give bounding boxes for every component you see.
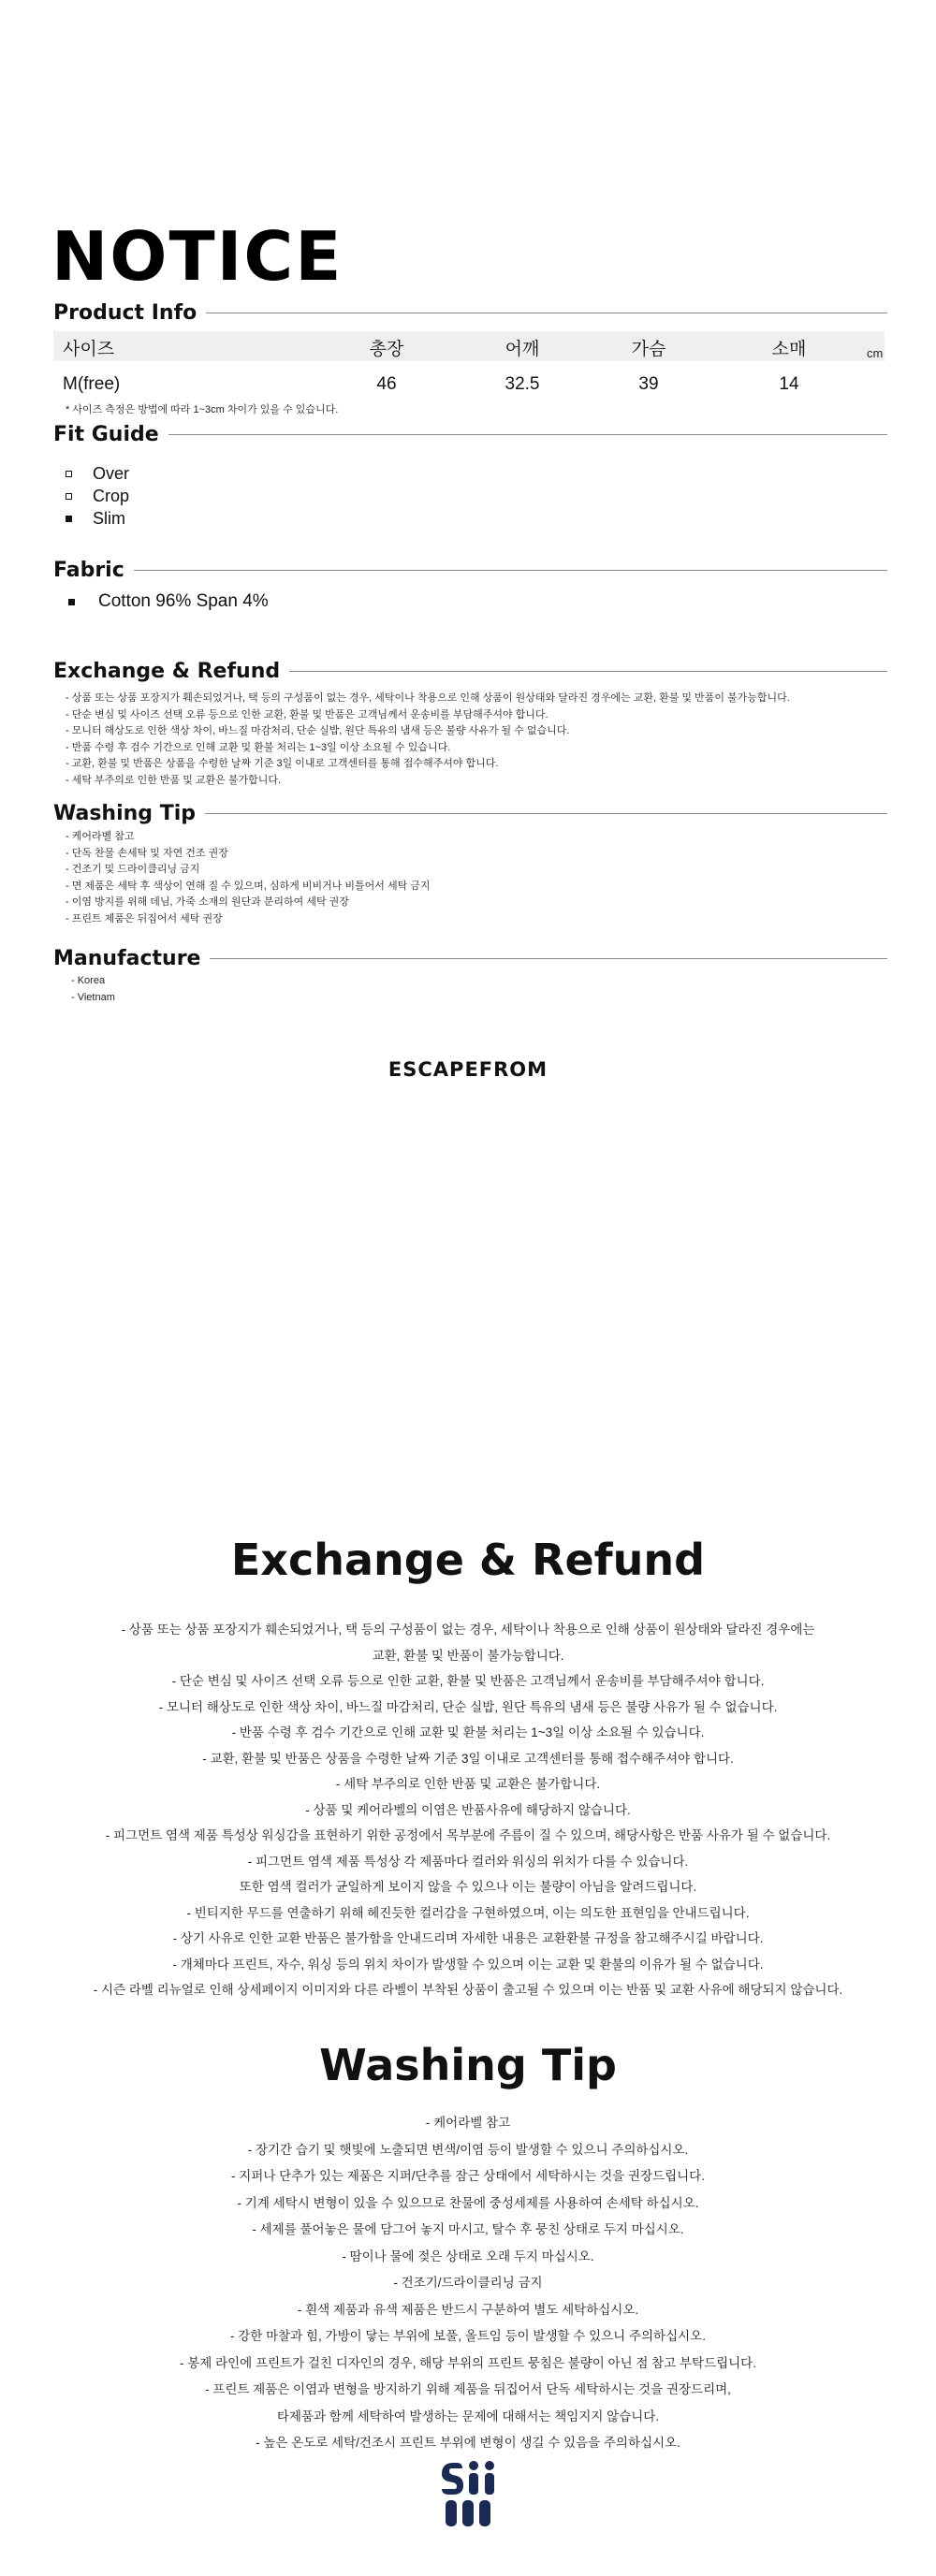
divider (205, 813, 887, 814)
list-item: - 땀이나 물에 젖은 상태로 오래 두지 마십시오. (342, 2249, 594, 2263)
fit-guide-list (66, 462, 129, 530)
list-item: 교환, 환불 및 반품이 불가능합니다. (372, 1648, 564, 1663)
list-item: - 면 제품은 세탁 후 색상이 연해 질 수 있으며, 심하게 비비거나 비틀어서 세탁 금지 (66, 880, 431, 892)
washing-tip-heading: Washing Tip (53, 802, 196, 825)
fit-guide-section (53, 423, 887, 446)
list-item: - 피그먼트 염색 제품 특성상 각 제품마다 컬러와 워싱의 위치가 다를 수 있습니다. (247, 1854, 689, 1869)
size-note: * 사이즈 측정은 방법에 따라 1~3cm 차이가 있을 수 있습니다. (66, 404, 339, 415)
size-table-header (53, 331, 885, 361)
list-item: - 교환, 환불 및 반품은 상품을 수령한 날짜 기준 3일 이내로 고객센터를 통해 접수해주셔야 합니다. (66, 758, 499, 769)
brand-name: ESCAPEFROM (388, 1058, 548, 1081)
washing-tip-title: Washing Tip (319, 2040, 617, 2090)
chest-col-header: 가슴 (631, 340, 666, 359)
exchange-refund-list (66, 691, 790, 789)
unchecked-box-icon (66, 471, 72, 477)
fit-option-slim (66, 507, 129, 530)
list-item: 또한 염색 컬러가 균일하게 보이지 않을 수 있으나 이는 불량이 아님을 알려드립니다. (239, 1880, 697, 1894)
list-item: - 단순 변심 및 사이즈 선택 오류 등으로 인한 교환, 환불 및 반품은 고객님께서 운송비를 부담해주셔야 합니다. (171, 1674, 765, 1688)
list-item: - 케어라벨 참고 (66, 831, 135, 842)
list-item: - 피그먼트 염색 제품 특성상 워싱감을 표현하기 위한 공정에서 목부분에 주름이 질 수 있으며, 해당사항은 반품 사유가 될 수 없습니다. (105, 1828, 831, 1842)
list-item: - 교환, 환불 및 반품은 상품을 수령한 날짜 기준 3일 이내로 고객센터를 통해 접수해주셔야 합니다. (202, 1751, 734, 1766)
list-item: 타제품과 함께 세탁하여 발생하는 문제에 대해서는 책임지지 않습니다. (276, 2409, 660, 2423)
list-item: - 상품 또는 상품 포장지가 훼손되었거나, 택 등의 구성품이 없는 경우, 세탁이나 착용으로 인해 상품이 원상태와 달라진 경우에는 (121, 1623, 815, 1637)
list-item: - 상기 사유로 인한 교환 반품은 불가함을 안내드리며 자세한 내용은 교환환불 규정을 참고해주시길 바랍니다. (172, 1931, 764, 1945)
exchange-refund-section (53, 660, 887, 683)
unit-label: cm (867, 346, 884, 360)
fit-option-crop (66, 485, 129, 507)
list-item: - 장기간 습기 및 햇빛에 노출되면 변색/이염 등이 발생할 수 있으니 주의하십시오. (247, 2142, 689, 2157)
manufacture-heading: Manufacture (53, 947, 201, 970)
washing-tip-detail-list (0, 2110, 936, 2457)
exchange-refund-heading: Exchange & Refund (53, 660, 281, 683)
list-item: - 기계 세탁시 변형이 있을 수 있으므로 찬물에 중성세제를 사용하여 손세탁 하십시오. (237, 2195, 699, 2210)
notice-title: NOTICE (51, 217, 344, 296)
divider (168, 434, 887, 435)
list-item: - 시즌 라벨 리뉴얼로 인해 상세페이지 이미지와 다른 라벨이 부착된 상품이 출고될 수 있으며 이는 반품 및 교환 사유에 해당되지 않습니다. (93, 1983, 843, 1997)
sleeve-col-header: 소매 (771, 340, 807, 359)
fit-option-label: Slim (93, 509, 125, 528)
list-item: - 세탁 부주의로 인한 반품 및 교환은 불가합니다. (335, 1777, 601, 1791)
fit-option-label: Over (93, 464, 130, 483)
fabric-heading: Fabric (53, 559, 124, 582)
divider (289, 671, 887, 672)
list-item: - 세탁 부주의로 인한 반품 및 교환은 불가합니다. (66, 774, 282, 786)
checked-box-icon (66, 516, 72, 522)
brand-logo-icon (438, 2459, 498, 2530)
bullet-square-icon (68, 599, 75, 605)
list-item: - 반품 수령 후 검수 기간으로 인해 교환 및 환불 처리는 1~3일 이상 소요될 수 있습니다. (66, 741, 451, 753)
list-item: - 상품 및 케어라벨의 이염은 반품사유에 해당하지 않습니다. (305, 1802, 631, 1817)
manufacture-list (71, 973, 115, 1006)
list-item: - 개체마다 프린트, 자수, 워싱 등의 위치 차이가 발생할 수 있으며 이는 교환 및 환불의 이유가 될 수 없습니다. (172, 1957, 764, 1972)
length-value: 46 (376, 374, 397, 394)
divider (210, 958, 887, 959)
list-item: - 반품 수령 후 검수 기간으로 인해 교환 및 환불 처리는 1~3일 이상 소요될 수 있습니다. (231, 1725, 705, 1739)
list-item: - 지퍼나 단추가 있는 제품은 지퍼/단추를 잠근 상태에서 세탁하시는 것을 권장드립니다. (231, 2169, 705, 2183)
list-item: - 건조기 및 드라이클리닝 금지 (66, 864, 200, 875)
list-item: - Korea (71, 975, 106, 986)
fit-option-label: Crop (93, 487, 130, 505)
list-item: - Vietnam (71, 991, 115, 1003)
chest-value: 39 (638, 374, 659, 394)
list-item: - 강한 마찰과 힘, 가방이 닿는 부위에 보풀, 올트임 등이 발생할 수 있으니 주의하십시오. (230, 2329, 706, 2343)
washing-tip-list (66, 829, 431, 927)
fabric-item (68, 591, 269, 612)
shoulder-col-header: 어깨 (505, 340, 540, 359)
size-value: M(free) (63, 374, 121, 394)
fabric-composition: Cotton 96% Span 4% (98, 591, 269, 611)
list-item: - 봉제 라인에 프린트가 걸친 디자인의 경우, 해당 부위의 프린트 뭉침은 불량이 아닌 점 참고 부탁드립니다. (180, 2355, 756, 2370)
washing-tip-section (53, 802, 887, 825)
list-item: - 상품 또는 상품 포장지가 훼손되었거나, 택 등의 구성품이 없는 경우, 세탁이나 착용으로 인해 상품이 원상태와 달라진 경우에는 교환, 환불 및 반품이 불가능합니다. (66, 692, 790, 704)
list-item: - 높은 온도로 세탁/건조시 프린트 부위에 변형이 생길 수 있음을 주의하십시오. (256, 2436, 680, 2450)
list-item: - 단순 변심 및 사이즈 선택 오류 등으로 인한 교환, 환불 및 반품은 고객님께서 운송비를 부담해주셔야 합니다. (66, 708, 548, 720)
list-item: - 빈티지한 무드를 연출하기 위해 헤진듯한 컬러감을 구현하였으며, 이는 의도한 표현임을 안내드립니다. (186, 1905, 750, 1920)
manufacture-section (53, 947, 887, 970)
list-item: - 단독 찬물 손세탁 및 자연 건조 권장 (66, 847, 228, 859)
fit-option-over (66, 462, 129, 485)
fit-guide-heading: Fit Guide (53, 423, 159, 446)
list-item: - 프린트 제품은 이염과 변형을 방지하기 위해 제품을 뒤집어서 단독 세탁하시는 것을 권장드리며, (205, 2382, 731, 2396)
exchange-refund-detail-list (0, 1617, 936, 2003)
fabric-section (53, 559, 887, 582)
list-item: - 모니터 해상도로 인한 색상 차이, 바느질 마감처리, 단순 실밥, 원단 특유의 냄새 등은 불량 사유가 될 수 없습니다. (66, 725, 570, 736)
list-item: - 세제를 풀어놓은 물에 담그어 놓지 마시고, 탈수 후 뭉친 상태로 두지 마십시오. (252, 2222, 684, 2236)
exchange-refund-title: Exchange & Refund (230, 1535, 706, 1585)
length-col-header: 총장 (369, 340, 404, 359)
shoulder-value: 32.5 (505, 374, 540, 394)
divider (134, 570, 887, 571)
size-col-header: 사이즈 (63, 340, 115, 359)
list-item: - 케어라벨 참고 (425, 2116, 511, 2130)
list-item: - 모니터 해상도로 인한 색상 차이, 바느질 마감처리, 단순 실밥, 원단 특유의 냄새 등은 불량 사유가 될 수 없습니다. (158, 1699, 778, 1714)
list-item: - 흰색 제품과 유색 제품은 반드시 구분하여 별도 세탁하십시오. (297, 2302, 639, 2317)
list-item: - 프린트 제품은 뒤집어서 세탁 권장 (66, 912, 223, 924)
sleeve-value: 14 (779, 374, 799, 394)
list-item: - 이염 방지를 위해 데님, 가죽 소재의 원단과 분리하여 세탁 권장 (66, 896, 349, 908)
unchecked-box-icon (66, 493, 72, 500)
product-info-section (53, 301, 887, 325)
product-info-heading: Product Info (53, 301, 197, 325)
list-item: - 건조기/드라이클리닝 금지 (393, 2276, 543, 2290)
